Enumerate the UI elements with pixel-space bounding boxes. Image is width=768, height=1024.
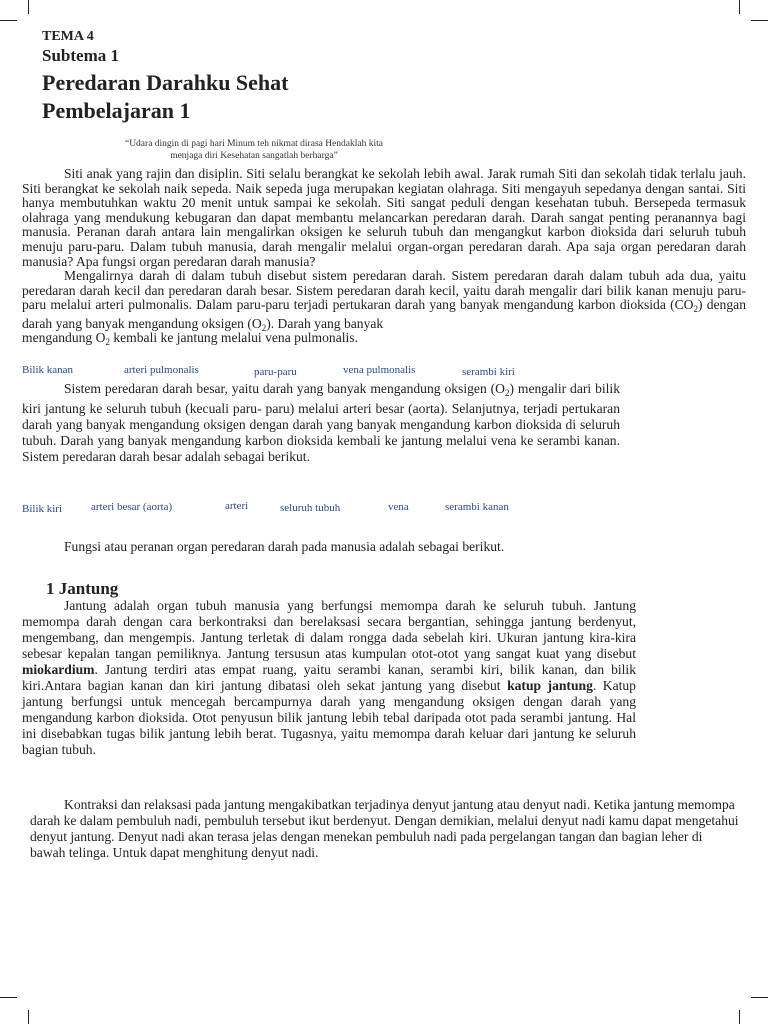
page-title: Peredaran Darahku Sehat xyxy=(42,70,289,95)
flow-step: seluruh tubuh xyxy=(280,502,341,514)
intro-paragraph xyxy=(22,167,746,336)
lesson-title: Pembelajaran 1 xyxy=(42,98,191,123)
flow-step: serambi kanan xyxy=(445,501,509,513)
flow-step: vena xyxy=(388,501,409,513)
big-circulation-paragraph: Sistem peredaran darah besar, yaitu darah yang banyak mengandung oksigen $(O_2)$ mengalir dari bilik kiri jantung ke seluruh tubuh (kecuali paru- paru) melalui arteri besar (aorta). Selanjutnya, terjadi pertukaran darah yang banyak mengandung oksigen dengan darah yang banyak mengandung karbon dioksida di seluruh tubuh. Darah yang banyak mengandung karbon dioksida kembali ke jantung melalui vena ke serambi kanan. Sistem peredaran darah besar adalah sebagai berikut. xyxy=(22,381,620,464)
function-intro: Fungsi atau peranan organ peredaran darah pada manusia adalah sebagai berikut. xyxy=(64,539,505,554)
crop-mark xyxy=(739,1010,740,1024)
term-katup-jantung: katup jantung xyxy=(507,678,593,693)
flow-step: serambi kiri xyxy=(462,366,515,378)
section-heading: 1 Jantung xyxy=(46,579,119,598)
intro-text-2b: ) dengan darah yang banyak mengandung oksigen (O xyxy=(22,297,746,331)
tema-label: TEMA 4 xyxy=(42,29,94,44)
crop-mark xyxy=(0,20,17,21)
co2-subscript: 2 xyxy=(693,304,698,315)
crop-mark xyxy=(28,1010,29,1024)
flow-step: paru-paru xyxy=(254,366,297,378)
o2-subscript: 2 xyxy=(261,322,267,333)
flow-step: arteri xyxy=(225,500,249,512)
crop-mark xyxy=(28,0,29,14)
poem-quote xyxy=(24,138,484,162)
flow-step: vena pulmonalis xyxy=(343,364,416,376)
flow-step: Bilik kanan xyxy=(22,364,74,376)
flow-step: Bilik kiri xyxy=(22,503,63,515)
intro-text-2: Mengalirnya darah di dalam tubuh disebut sistem peredaran darah. Sistem peredaran darah dalam tubuh ada dua, yaitu peredaran darah kecil dan peredaran darah besar. Sistem peredaran darah kecil, yaitu darah mengalir dari bilik kanan menuju paru-paru melalui arteri pulmonalis. Dalam paru-paru terjadi pertukaran darah yang banyak mengandung karbon dioksida (CO xyxy=(22,268,746,313)
subtema-label: Subtema 1 xyxy=(42,46,119,65)
flow-step: arteri besar (aorta) xyxy=(91,501,173,513)
term-miokardium: miokardium xyxy=(22,662,95,677)
intro-text-2c: ). Darah yang banyak xyxy=(266,315,384,331)
jantung-paragraph: Jantung adalah organ tubuh manusia yang berfungsi memompa darah ke seluruh tubuh. Jantung memompa darah dengan cara berkontraksi dan berelaksasi secara bergantian, sehingga jantung berdenyut, mengembang, dan mengempis. Jantung terletak di dalam rongga dada sebelah kiri. Ukuran jantung kira-kira sebesar kepalan tangan pemiliknya. Jantung tersusun atas kumpulan otot-otot yang sangat kuat yang disebut miokardium. Jantung terdiri atas empat ruang, yaitu serambi kanan, serambi kiri, bilik kanan, dan bilik kiri.Antara bagian kanan dan kiri jantung dibatasi oleh sekat jantung yang disebut katup jantung. Katup jantung berfungsi untuk mencegah bercampurnya darah yang mengandung oksigen dengan darah yang mengandung karbon dioksida. Otot penyusun bilik jantung lebih tebal daripada otot pada serambi jantung. Hal ini disebabkan tugas bilik jantung lebih berat. Tugasnya, yaitu memompa darah keluar dari jantung ke seluruh bagian tubuh. xyxy=(22,598,636,757)
denyut-paragraph: Kontraksi dan relaksasi pada jantung mengakibatkan terjadinya denyut jantung atau denyut nadi. Ketika jantung memompa darah ke dalam pembuluh nadi, pembuluh tersebut ikut berdenyut. Dengan demikian, melalui denyut nadi kamu dapat mengetahui denyut jantung. Denyut nadi akan terasa jelas dengan menekan pembuluh nadi pada pergelangan tangan dan bagian leher di bawah telinga. Untuk dapat menghitung denyut nadi. xyxy=(30,797,739,860)
crop-mark xyxy=(0,997,17,998)
flow-step: arteri pulmonalis xyxy=(124,364,199,376)
quote-line-1: “Udara dingin di pagi hari Minum teh nikmat dirasa Hendaklah kita xyxy=(124,139,383,149)
intro-end-line: mengandung $O_2$ kembali ke jantung melalui vena pulmonalis. xyxy=(22,330,358,347)
intro-text-1: Siti anak yang rajin dan disiplin. Siti selalu berangkat ke sekolah lebih awal. Jarak rumah Siti dan sekolah tidak terlalu jauh. Siti berangkat ke sekolah naik sepeda. Naik sepeda juga merupakan kegiatan olahraga. Siti mengayuh sepedanya dengan santai. Siti hanya membutuhkan waktu 20 menit untuk sampai ke sekolah. Siti sangat peduli dengan kesehatan tubuh. Bersepeda termasuk olahraga yang mendukung kebugaran dan dapat membantu melancarkan peredaran darah. Darah sangat penting peranannya bagi manusia. Peranan darah antara lain mengalirkan oksigen ke seluruh tubuh dan mengangkut karbon dioksida dari seluruh tubuh menuju paru-paru. Dalam tubuh manusia, darah mengalir melalui organ-organ peredaran darah. Apa saja organ peredaran darah manusia? Apa fungsi organ peredaran darah manusia? xyxy=(22,166,746,269)
crop-mark xyxy=(751,997,768,998)
crop-mark xyxy=(739,0,740,14)
quote-line-2: menjaga diri Kesehatan sangatlah berharga” xyxy=(170,151,338,161)
crop-mark xyxy=(751,20,768,21)
